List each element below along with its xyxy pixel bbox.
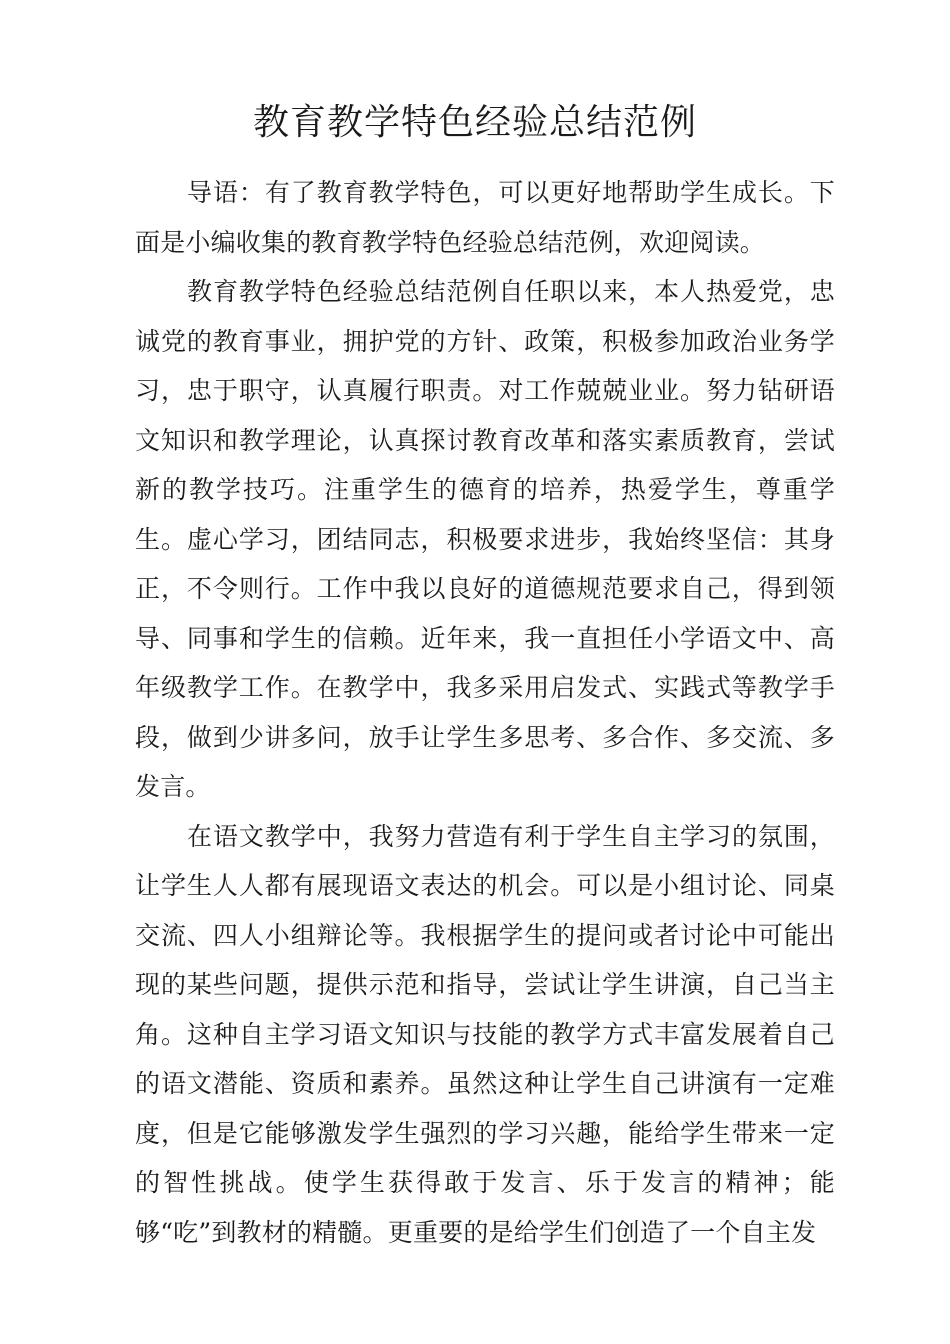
paragraph-intro: 导语：有了教育教学特色，可以更好地帮助学生成长。下面是小编收集的教育教学特色经验总结范例，欢迎阅读。 (135, 178, 835, 257)
document-body (135, 168, 835, 1257)
document-title: 教育教学特色经验总结范例 (252, 102, 697, 143)
paragraph-experience: 教育教学特色经验总结范例自任职以来，本人热爱党，忠诚党的教育事业，拥护党的方针、政策，积极参加政治业务学习，忠于职守，认真履行职责。对工作兢兢业业。努力钻研语文知识和教学理论，认真探讨教育改革和落实素质教育，尝试新的教学技巧。注重学生的德育的培养，热爱学生，尊重学生。虚心学习，团结同志，积极要求进步，我始终坚信：其身正，不令则行。工作中我以良好的道德规范要求自己，得到领导、同事和学生的信赖。近年来，我一直担任小学语文中、高年级教学工作。在教学中，我多采用启发式、实践式等教学手段，做到少讲多问，放手让学生多思考、多合作、多交流、多发言。 (135, 277, 835, 801)
paragraph-chinese-teaching: 在语文教学中，我努力营造有利于学生自主学习的氛围，让学生人人都有展现语文表达的机会。可以是小组讨论、同桌交流、四人小组辩论等。我根据学生的提问或者讨论中可能出现的某些问题，提供示范和指导，尝试让学生讲演，自己当主角。这种自主学习语文知识与技能的教学方式丰富发展着自己的语文潜能、资质和素养。虽然这种让学生自己讲演有一定难度，但是它能够激发学生强烈的学习兴趣，能给学生带来一定的智性挑战。使学生获得敢于发言、乐于发言的精神；能够“吃”到教材的精髓。更重要的是给学生们创造了一个自主发 (135, 821, 835, 1247)
